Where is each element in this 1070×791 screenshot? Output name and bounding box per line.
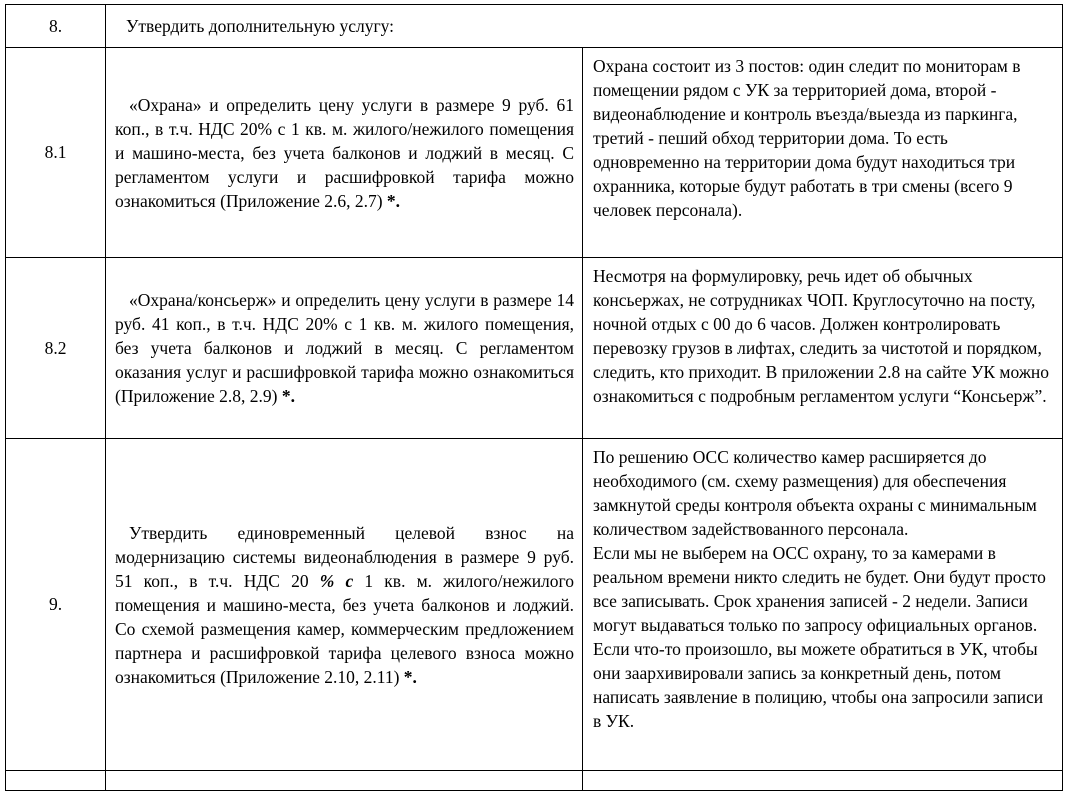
proposal-text <box>106 48 583 258</box>
comment-paragraph: Если мы не выберем на ОСС охрану, то за камерами в реальном времени никто следить не будет. Они будут просто все записывать. Срок хранения записей - 2 недели. Записи могут выдаваться только по запросу официальных органов. Если что-то произошло, вы можете обратиться в УК, чтобы они заархивировали запись за конкретный день, потом написать заявление в полицию, чтобы она запросили записи в УК. <box>593 543 1046 731</box>
proposal-text <box>106 258 583 439</box>
item-number: 8.1 <box>6 48 106 258</box>
table-row <box>6 5 1063 48</box>
empty-cell <box>106 771 583 791</box>
empty-cell <box>583 771 1063 791</box>
empty-cell <box>6 771 106 791</box>
item-number: 8. <box>6 5 106 48</box>
table-row <box>6 771 1063 791</box>
table-row <box>6 258 1063 439</box>
proposal-main: «Охрана» и определить цену услуги в размере 9 руб. 61 коп., в т.ч. НДС 20% с 1 кв. м. жилого/нежилого помещения и машино-места, без учета балконов и лоджий в месяц. С регламентом услуги и расшифровкой тарифа можно ознакомиться (Приложение 2.6, 2.7) <box>115 94 574 211</box>
comment-text: Охрана состоит из 3 постов: один следит по мониторам в помещении рядом с УК за территорией дома, второй - видеонаблюдение и контроль въезда/выезда из паркинга, третий - пеший обход территории дома. То есть одновременно на территории дома будут находиться три охранника, которые будут работать в три смены (всего 9 человек персонала). <box>583 48 1063 258</box>
footnote-mark: *. <box>386 190 401 211</box>
footnote-mark: *. <box>403 666 417 687</box>
table-row <box>6 48 1063 258</box>
percent-emphasis: % с <box>319 570 354 591</box>
proposal-text <box>106 439 583 771</box>
proposal-main: «Охрана/консьерж» и определить цену услуги в размере 14 руб. 41 коп., в т.ч. НДС 20% с 1 кв. м. жилого помещения, без учета балконов и лоджий в месяц. С регламентом оказания услуг и расшифровкой тарифа можно ознакомиться (Приложение 2.8, 2.9) <box>115 290 574 406</box>
footnote-mark: *. <box>281 386 295 406</box>
comment-text <box>583 439 1063 771</box>
table-row <box>6 439 1063 771</box>
comment-text: Несмотря на формулировку, речь идет об обычных консьержах, не сотрудниках ЧОП. Круглосуточно на посту, ночной отдых с 00 до 6 часов. Должен контролировать перевозку грузов в лифтах, следить за чистотой и порядком, следить, кто приходит. В приложении 2.8 на сайте УК можно ознакомиться с подробным регламентом услуги “Консьерж”. <box>583 258 1063 439</box>
proposal-part-1: Утвердить единовременный целевой взнос на модернизацию системы видеонаблюдения в размере 9 руб. 51 коп., в т.ч. НДС 20 <box>115 522 574 591</box>
proposal-part-2: 1 кв. м. жилого/нежилого помещения и машино-места, без учета балконов и лоджий. Со схемой размещения камер, коммерческим предложением партнера и расшифровкой тарифа целевого взноса можно ознакомиться (Приложение 2.10, 2.11) <box>115 570 575 687</box>
comment-paragraph: По решению ОСС количество камер расширяется до необходимого (см. схему размещения) для обеспечения замкнутой среды контроля объекта охраны с минимальным количеством задействованного персонала. <box>593 447 1037 539</box>
item-number: 8.2 <box>6 258 106 439</box>
proposal-text: Утвердить дополнительную услугу: <box>106 5 1063 48</box>
item-number: 9. <box>6 439 106 771</box>
decision-table <box>5 4 1063 791</box>
